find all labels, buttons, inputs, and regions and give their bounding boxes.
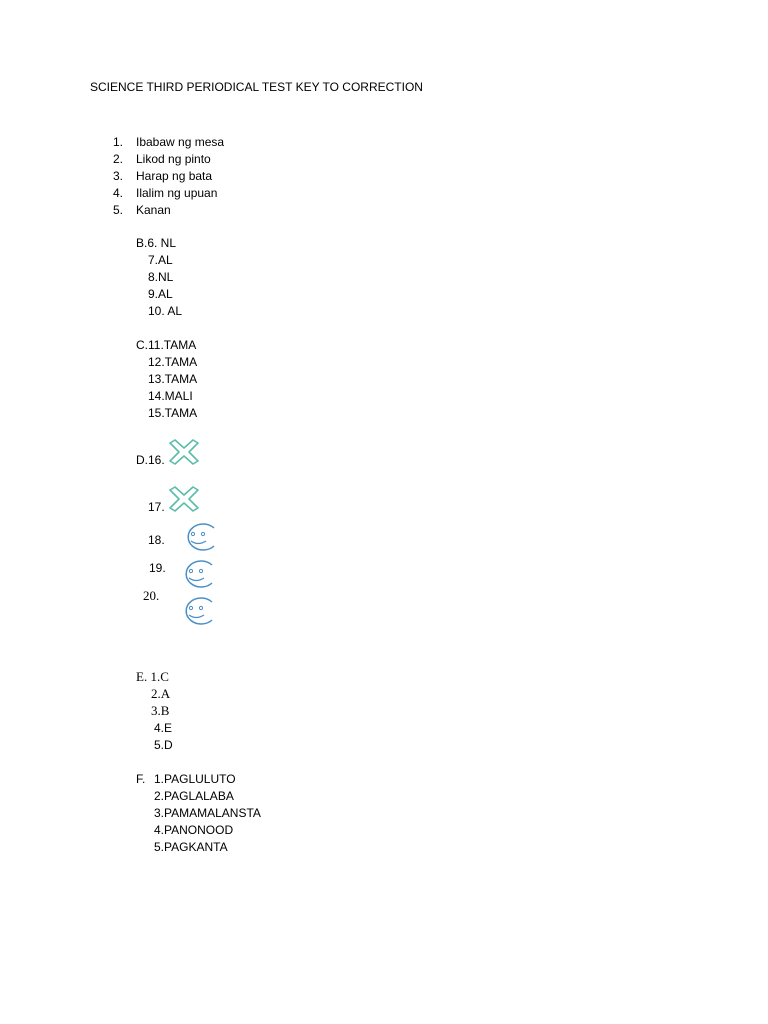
answer-line: 3.PAMAMALANSTA	[154, 806, 261, 820]
list-item-number: 5.	[113, 203, 124, 217]
answer-line: D.16.	[136, 453, 165, 467]
answer-line: 18.	[148, 533, 165, 547]
answer-line: 7.AL	[148, 253, 173, 267]
answer-line: C.11.TAMA	[136, 338, 197, 352]
answer-line: 19.	[149, 561, 166, 575]
answer-line: B.6. NL	[136, 236, 177, 250]
answer-line: 1.PAGLULUTO	[154, 772, 236, 786]
list-item: Kanan	[136, 203, 171, 217]
cross-icon	[167, 485, 201, 513]
page-title: SCIENCE THIRD PERIODICAL TEST KEY TO CORRECTION	[90, 80, 423, 94]
answer-line: 5.PAGKANTA	[154, 840, 228, 854]
list-item-number: 3.	[113, 169, 124, 183]
smiley-icon	[180, 559, 214, 589]
smiley-icon	[182, 522, 216, 552]
list-item: Ilalim ng upuan	[136, 186, 218, 200]
list-item-number: 1.	[113, 135, 124, 149]
section-label: F.	[136, 772, 146, 786]
list-item-number: 4.	[113, 186, 124, 200]
answer-line: 14.MALI	[148, 389, 193, 403]
list-item: Ibabaw ng mesa	[136, 135, 225, 149]
answer-line: 9.AL	[148, 287, 173, 301]
answer-line: E. 1.C	[136, 669, 169, 684]
answer-line: 4.E	[154, 721, 173, 735]
answer-line: 13.TAMA	[148, 372, 198, 386]
answer-line: 4.PANONOOD	[154, 823, 234, 837]
answer-line: 2.PAGLALABA	[154, 789, 234, 803]
answer-line: 10. AL	[148, 304, 183, 318]
answer-line: 2.A	[151, 686, 171, 701]
list-item: Harap ng bata	[136, 169, 213, 183]
list-item: Likod ng pinto	[136, 152, 211, 166]
answer-line: 15.TAMA	[148, 406, 198, 420]
answer-line: 17.	[148, 500, 165, 514]
answer-line: 20.	[143, 588, 160, 603]
answer-line: 8.NL	[148, 270, 174, 284]
list-item-number: 2.	[113, 152, 124, 166]
smiley-icon	[180, 596, 214, 626]
cross-icon	[167, 438, 201, 466]
answer-line: 5.D	[154, 738, 173, 752]
answer-line: 3.B	[151, 703, 170, 718]
answer-line: 12.TAMA	[148, 355, 198, 369]
